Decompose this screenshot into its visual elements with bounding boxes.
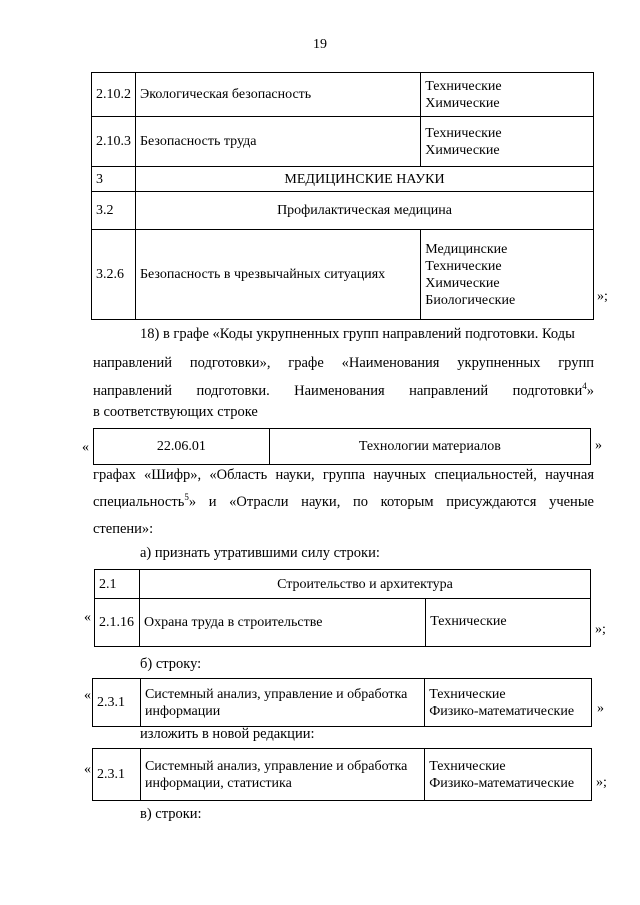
table-row (95, 570, 591, 599)
table-row (95, 599, 591, 647)
specialty-code: 2.3.1 (93, 749, 141, 801)
specialty-code: 2.1.16 (95, 599, 140, 647)
direction-table (93, 428, 591, 465)
science-branches: Технические Физико-математические (425, 749, 592, 801)
table-row (92, 117, 594, 167)
closing-quote: »; (596, 775, 607, 790)
subitem-a: а) признать утратившими силу строки: (140, 545, 380, 561)
opening-quote: « (84, 610, 91, 625)
specialty-name: Системный анализ, управление и обработка информации, статистика (140, 749, 424, 801)
closing-quote: »; (595, 622, 606, 637)
opening-quote: « (84, 688, 91, 703)
row-to-amend-table (92, 678, 592, 727)
table-row (93, 749, 592, 801)
specialty-code: 2.10.3 (92, 117, 136, 167)
table-row (94, 429, 591, 465)
paragraph-line: в соответствующих строке (93, 404, 258, 420)
specialty-name: Экологическая безопасность (136, 73, 421, 117)
science-branches: Технические Физико-математические (425, 679, 592, 727)
specialties-table (91, 72, 594, 320)
opening-quote: « (84, 762, 91, 777)
closing-quote: » (595, 438, 602, 453)
science-branches: Технические (426, 599, 591, 647)
group-code: 3.2 (92, 192, 136, 230)
specialty-code: 3.2.6 (92, 230, 136, 320)
subitem-c: в) строки: (140, 806, 202, 822)
paragraph-line: графах «Шифр», «Область науки, группа научных специальностей, научная (93, 467, 594, 483)
group-header: Профилактическая медицина (136, 192, 594, 230)
direction-name: Технологии материалов (269, 429, 590, 465)
science-branches: Медицинские Технические Химические Биологические (421, 230, 594, 320)
specialty-name: Безопасность в чрезвычайных ситуациях (136, 230, 421, 320)
direction-code: 22.06.01 (94, 429, 270, 465)
group-code: 2.1 (95, 570, 140, 599)
opening-quote: « (82, 440, 89, 455)
table-row (92, 167, 594, 192)
paragraph-line: степени»: (93, 521, 154, 537)
specialty-name: Системный анализ, управление и обработка информации (140, 679, 424, 727)
section-header: МЕДИЦИНСКИЕ НАУКИ (136, 167, 594, 192)
closing-quote: »; (597, 289, 608, 304)
specialty-code: 2.3.1 (93, 679, 141, 727)
new-edition-table (92, 748, 592, 801)
closing-quote: » (597, 701, 604, 716)
group-header: Строительство и архитектура (139, 570, 590, 599)
specialty-name: Безопасность труда (136, 117, 421, 167)
paragraph-line: 18) в графе «Коды укрупненных групп направлений подготовки. Коды (140, 326, 575, 342)
table-row (93, 679, 592, 727)
science-branches: Технические Химические (421, 73, 594, 117)
paragraph-line: направлений подготовки», графе «Наименования укрупненных групп (93, 355, 594, 371)
page-number: 19 (313, 37, 327, 52)
paragraph-line: специальность$^5$» и «Отрасли науки, по которым присуждаются ученые (93, 492, 594, 510)
subitem-b: б) строку: (140, 656, 202, 672)
specialty-code: 2.10.2 (92, 73, 136, 117)
table-row (92, 192, 594, 230)
paragraph-line: направлений подготовки. Наименования направлений подготовки$^4$» (93, 381, 594, 399)
science-branches: Технические Химические (421, 117, 594, 167)
table-row (92, 230, 594, 320)
section-code: 3 (92, 167, 136, 192)
specialty-name: Охрана труда в строительстве (139, 599, 425, 647)
table-row (92, 73, 594, 117)
repealed-table (94, 569, 591, 647)
new-edition-text: изложить в новой редакции: (140, 726, 315, 742)
